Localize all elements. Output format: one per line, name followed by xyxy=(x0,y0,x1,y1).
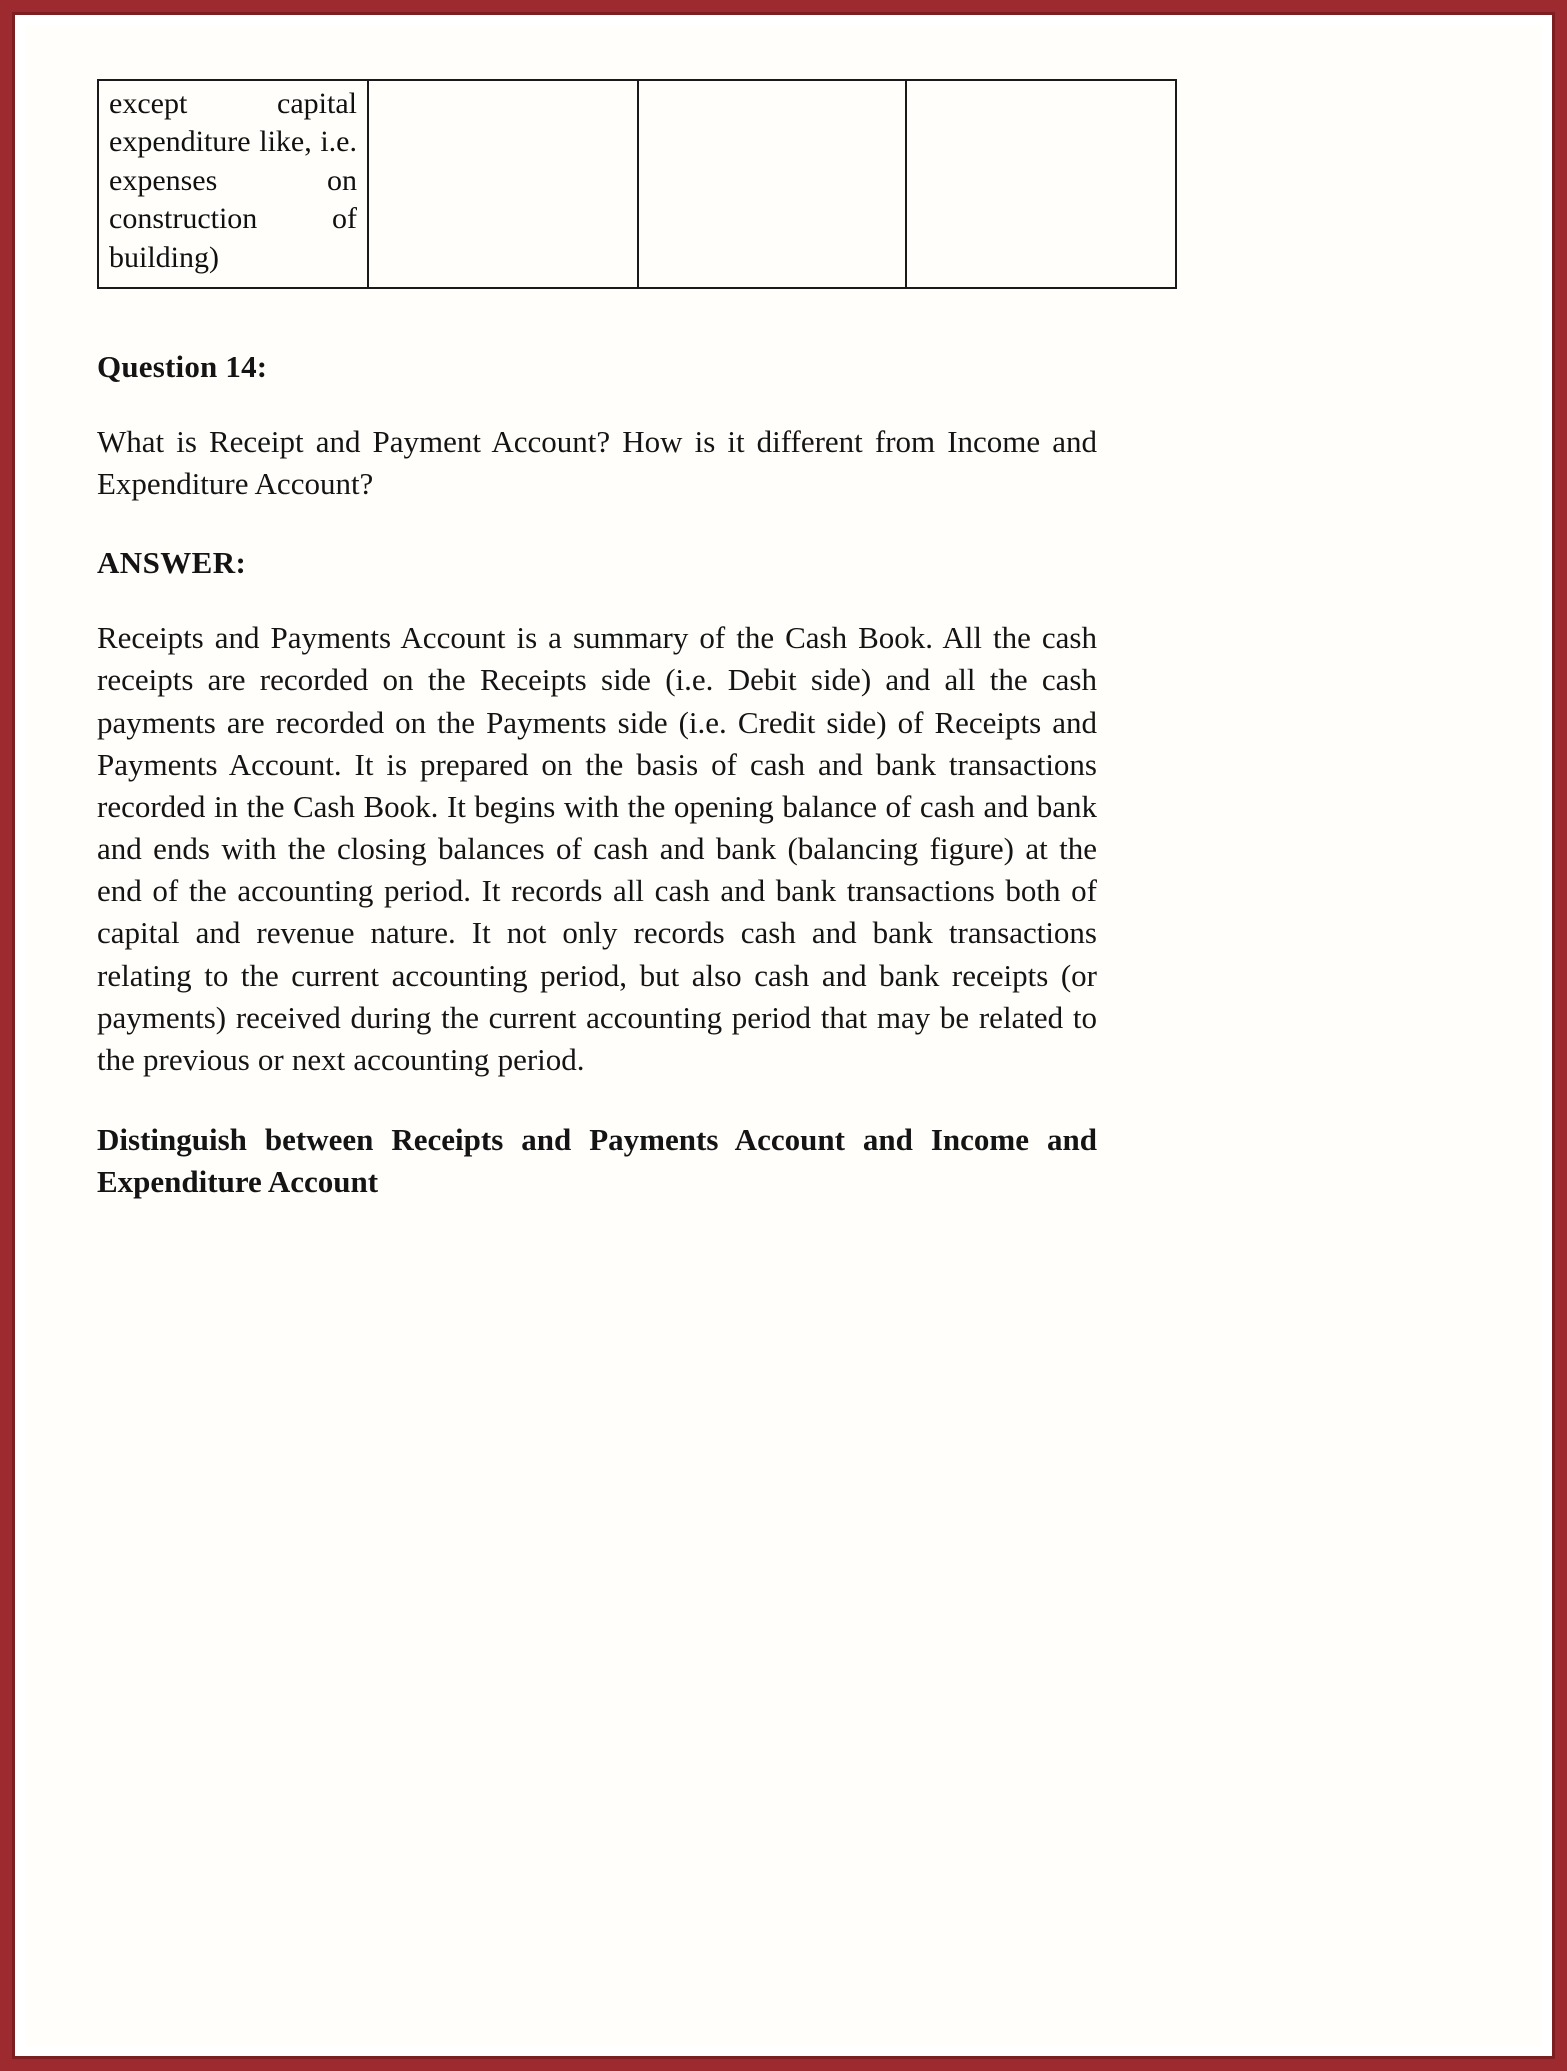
closing-heading: Distinguish between Receipts and Payments Account and Income and Expenditure Account xyxy=(97,1121,1097,1200)
page-border-inner xyxy=(12,12,1555,2059)
answer-label: ANSWER: xyxy=(97,545,247,581)
table-body xyxy=(98,80,1176,288)
table-cell-column-2 xyxy=(368,80,638,288)
comparison-table xyxy=(97,79,1177,289)
table-cell-text: except capital expenditure like, i.e. expenses on construction of building) xyxy=(109,87,357,274)
answer-body-paragraph: Receipts and Payments Account is a summary of the Cash Book. All the cash receipts are recorded on the Receipts side (i.e. Debit side) and all the cash payments are recorded on the Payments side (i.e. Credit side) of Receipts and Payments Account. It is prepared on the basis of cash and bank transactions recorded in the Cash Book. It begins with the opening balance of cash and bank and ends with the closing balances of cash and bank (balancing figure) at the end of the accounting period. It records all cash and bank transactions both of capital and revenue nature. It not only records cash and bank transactions relating to the current accounting period, but also cash and bank receipts (or payments) received during the current accounting period that may be related to the previous or next accounting period. xyxy=(97,620,1097,1077)
table-cell-column-3 xyxy=(638,80,906,288)
document-content xyxy=(97,79,1097,1203)
table-row xyxy=(98,80,1176,288)
question-label: Question 14: xyxy=(97,348,268,384)
table-cell-column-4 xyxy=(906,80,1176,288)
page-sheet xyxy=(25,25,1542,2046)
table-cell-column-1 xyxy=(98,80,368,288)
question-text: What is Receipt and Payment Account? How is it different from Income and Expenditure Account? xyxy=(97,423,1097,502)
